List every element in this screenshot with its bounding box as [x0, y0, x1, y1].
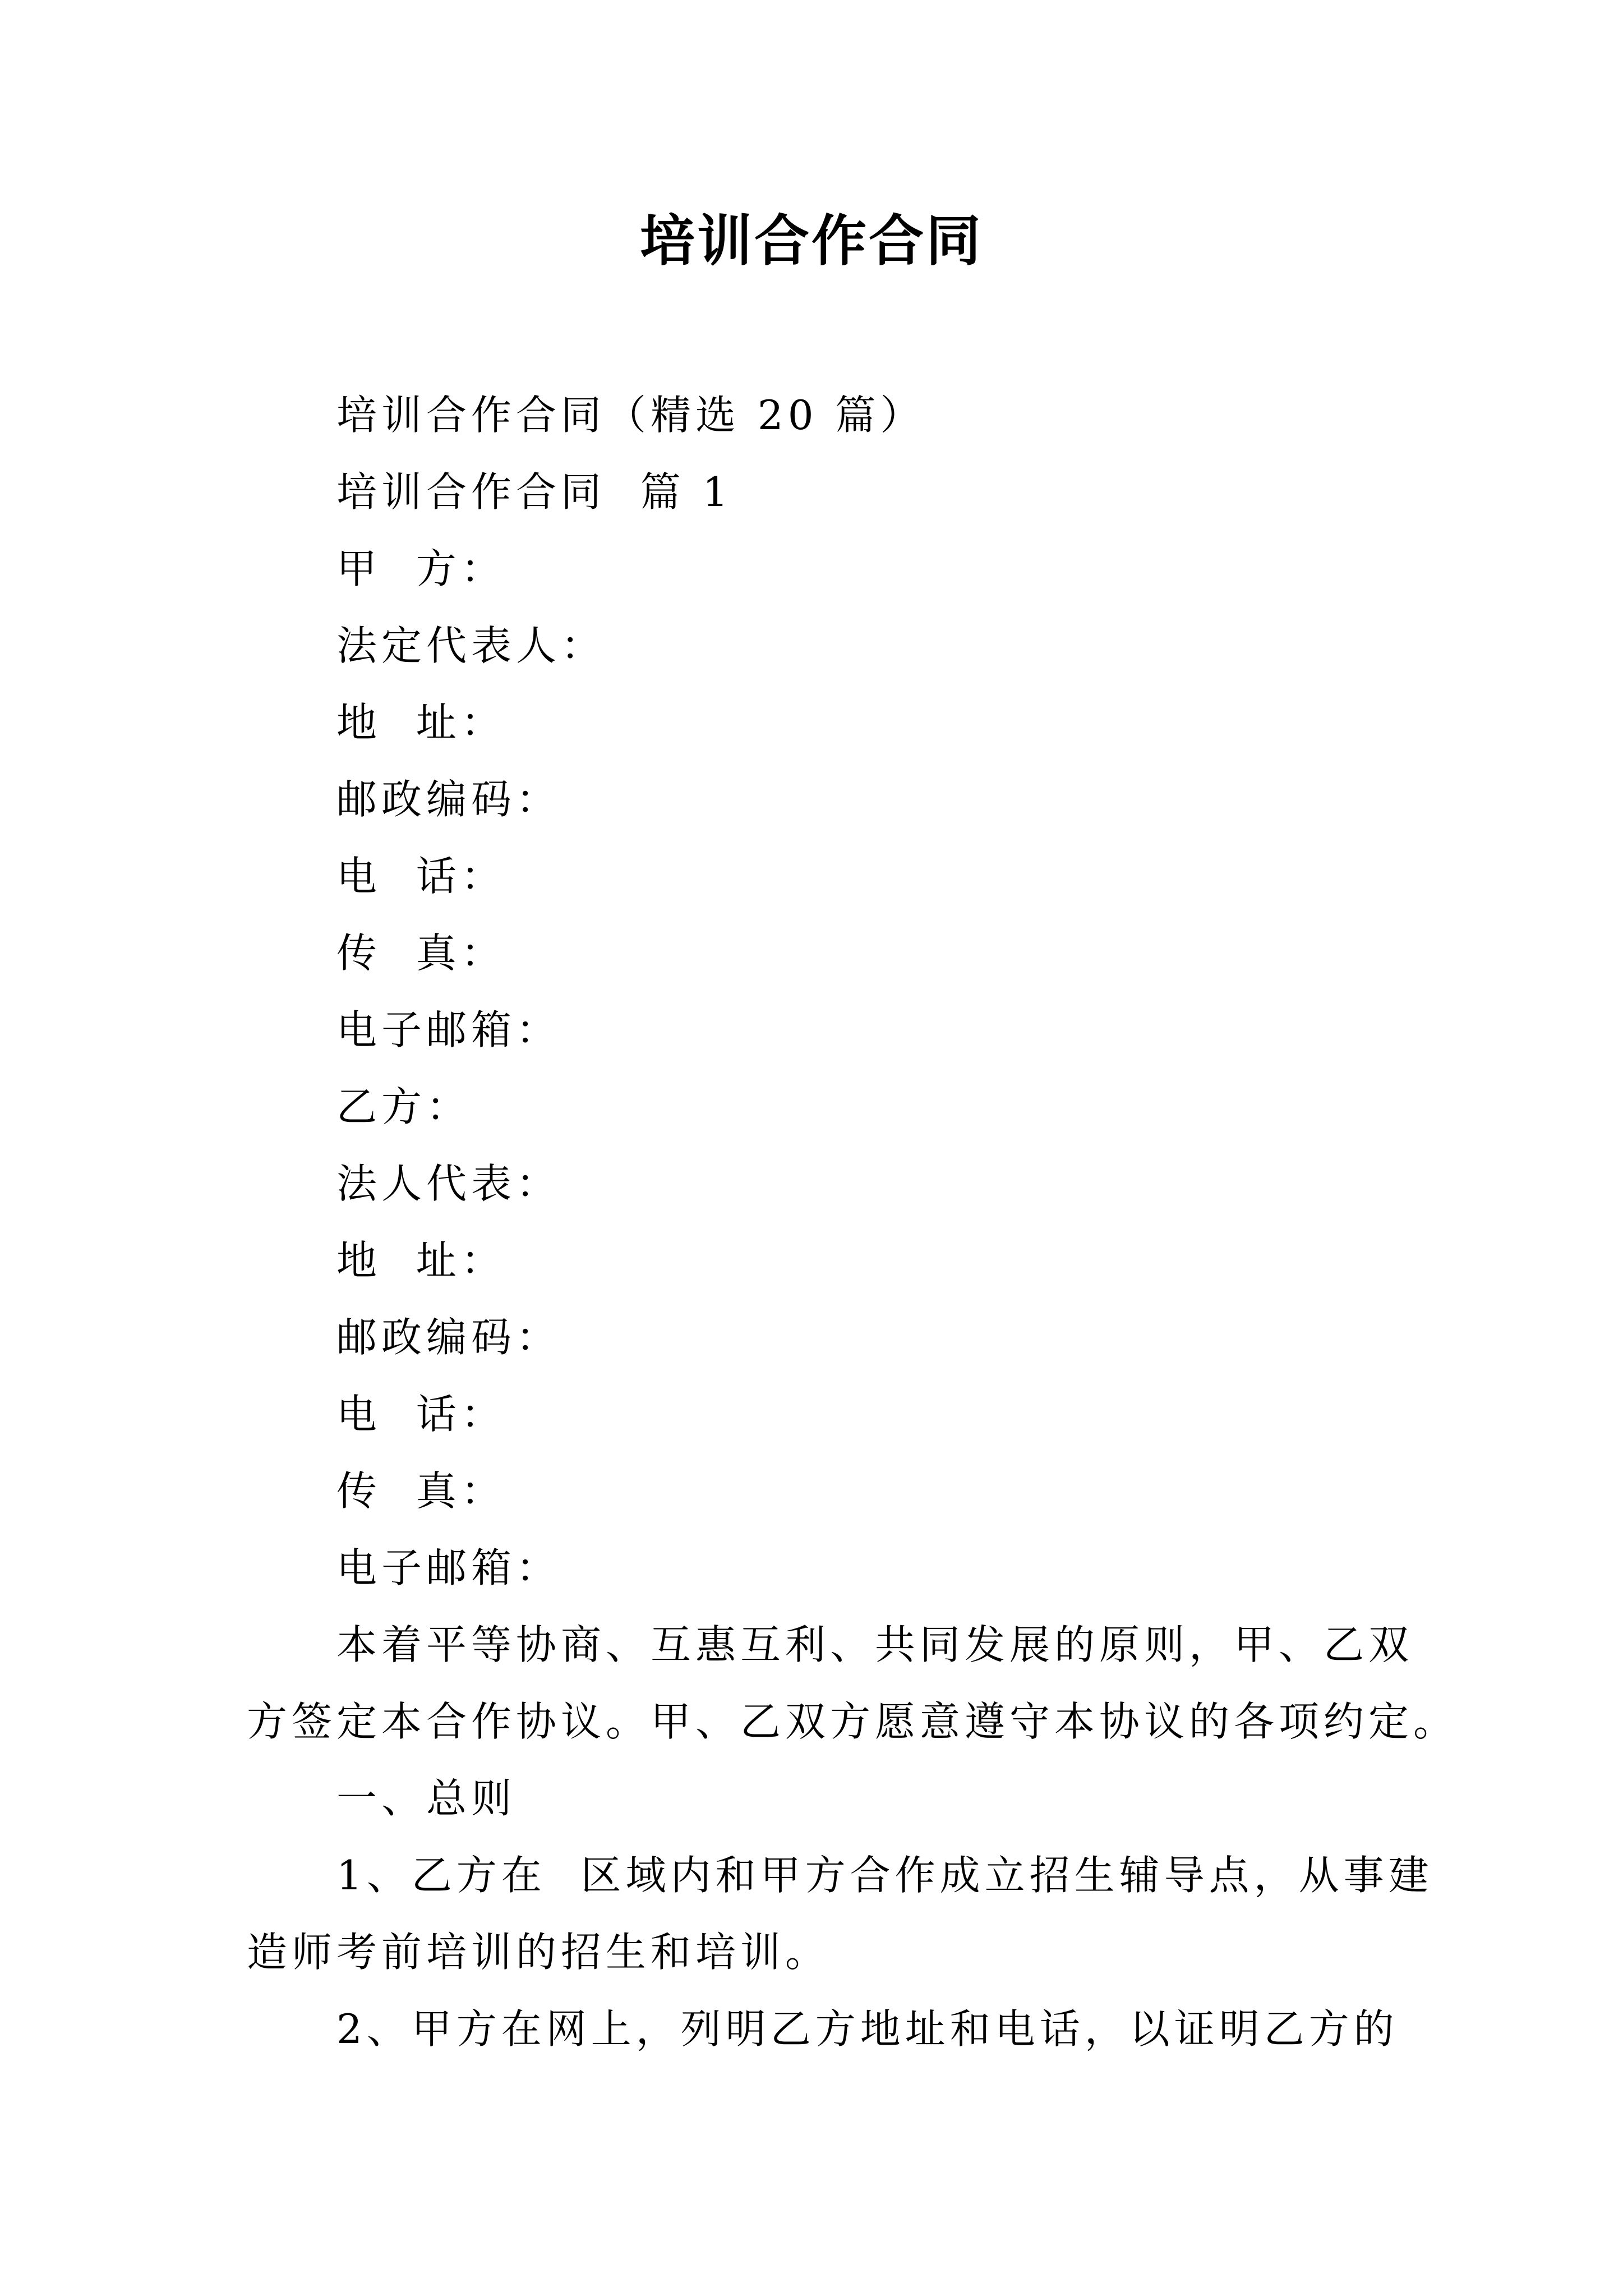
paragraph-line: 传 真： — [336, 1467, 506, 1515]
paragraph-line: 一、总则 — [336, 1775, 517, 1822]
paragraph-line: 方签定本合作协议。甲、乙双方愿意遵守本协议的各项约定。 — [247, 1698, 1459, 1745]
paragraph-line: 培训合作合同（精选 20 篇） — [336, 392, 925, 439]
document-title: 培训合作合同 — [639, 209, 983, 273]
paragraph-line: 电 话： — [336, 1391, 506, 1438]
paragraph-line: 甲 方： — [336, 545, 506, 592]
paragraph-line: 培训合作合同 篇 1 — [336, 468, 733, 516]
paragraph-line: 传 真： — [336, 930, 506, 977]
paragraph-line: 地 址： — [336, 1237, 506, 1284]
paragraph-line: 法人代表： — [336, 1160, 561, 1207]
paragraph-line: 电子邮箱： — [336, 1006, 561, 1053]
paragraph-line: 乙方： — [336, 1083, 472, 1130]
paragraph-line: 邮政编码： — [336, 776, 561, 823]
paragraph-line: 造师考前培训的招生和培训。 — [247, 1929, 831, 1976]
paragraph-line: 1、乙方在 区域内和甲方合作成立招生辅导点，从事建 — [336, 1852, 1433, 1899]
paragraph-line: 电 话： — [336, 853, 506, 900]
paragraph-line: 电子邮箱： — [336, 1544, 561, 1591]
paragraph-line: 邮政编码： — [336, 1314, 561, 1361]
paragraph-line: 法定代表人： — [336, 622, 606, 669]
document-body — [247, 377, 1459, 2068]
paragraph-line: 地 址： — [336, 699, 506, 746]
paragraph-line: 2、甲方在网上，列明乙方地址和电话，以证明乙方的 — [336, 2005, 1399, 2053]
paragraph-line: 本着平等协商、互惠互利、共同发展的原则，甲、乙双 — [336, 1621, 1414, 1668]
